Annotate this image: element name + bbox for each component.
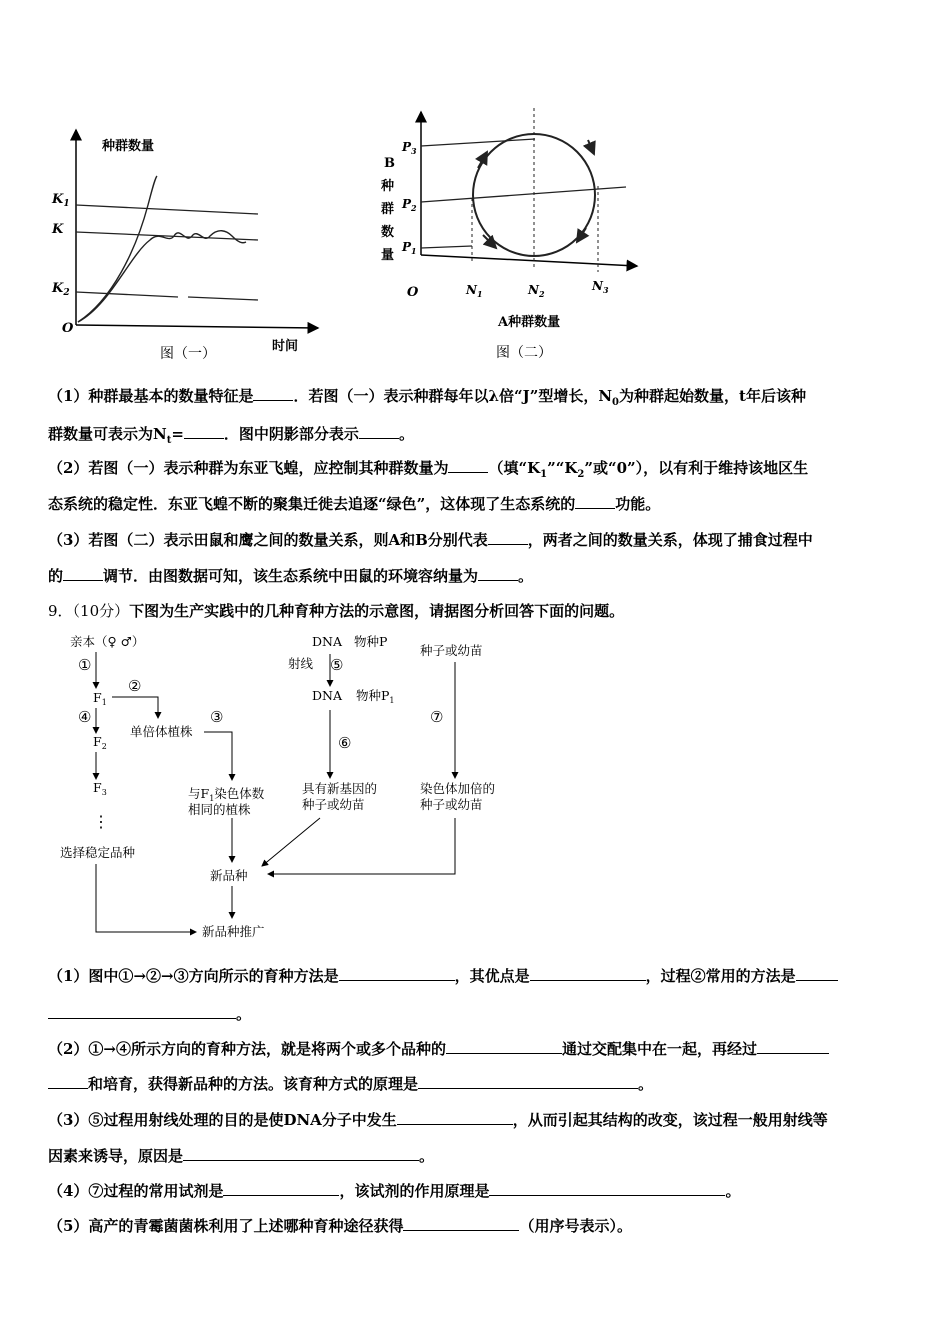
dna-2: DNA [312,688,342,703]
blank[interactable] [418,1074,638,1089]
blank[interactable] [63,566,103,581]
fig2-y-label-5: 量 [381,248,395,263]
fig1-j-curve [78,176,157,322]
fig2-n1-label: $N_1$ [466,283,483,299]
new-variety-label: 新品种 [210,868,248,883]
fig2-x-axis [421,255,637,266]
q8-part1-line2: 群数量可表示为$N_t=$ ．图中阴影部分表示 。 [48,425,414,446]
fig1-origin: O [62,321,74,336]
fig2-p2-label: $P_2$ [402,197,417,213]
fig2-arrow-bottom-left [483,235,496,248]
circled-3: ③ [210,708,224,726]
doubled-line1: 染色体加倍的 [420,781,496,796]
fig2-arrow-left [478,152,487,168]
dna-1: DNA [312,634,342,649]
blank[interactable] [488,530,528,545]
fig2-p3-line [421,139,535,146]
circled-1: ① [78,656,92,674]
q8-part1-line1: （1）种群最基本的数量特征是 ．若图（一）表示种群每年以λ倍“J”型增长，$N_0$为种群起始数量，t年后该种 [48,387,806,408]
fig1-x-axis [76,325,318,328]
fig1-s-curve [78,231,246,322]
circled-7: ⑦ [430,708,444,726]
haploid-label: 单倍体植株 [130,724,193,739]
blank[interactable] [489,1181,725,1196]
arrow-newgene-newvariety [262,818,320,866]
q9-part1-line2: 。 [48,1004,908,1024]
q9-part1-line1: （1）图中①→②→③方向所示的育种方法是 ，其优点是 ，过程②常用的方法是 [48,966,908,986]
promotion-label: 新品种推广 [202,924,265,939]
blank[interactable] [48,1004,236,1019]
fig2-n2-label: $N_2$ [528,283,545,299]
blank[interactable] [796,966,838,981]
blank[interactable] [530,966,646,981]
seed-label: 种子或幼苗 [420,643,483,658]
fig2-y-label-4: 数 [381,225,395,240]
q8-part2-line1: （2）若图（一）表示种群为东亚飞蝗，应控制其种群数量为 （填“$K_1”“K_2$”或“0”），以有利于维持该地区生 [48,459,809,480]
arrow-select-promotion [96,864,196,932]
same-chrom-line2: 相同的植株 [188,802,251,817]
q9-part3-line2: 因素来诱导，原因是 。 [48,1147,435,1165]
fig1-k-line [76,232,258,240]
f1-label: $F_1$ [93,690,107,707]
blank[interactable] [253,386,293,401]
blank[interactable] [339,966,455,981]
blank[interactable] [359,424,399,439]
fig2-p3-label: $P_3$ [402,140,417,156]
blank[interactable] [183,1146,419,1161]
circled-4: ④ [78,708,92,726]
species-p: 物种P [354,634,388,649]
q9-part5-line1: （5）高产的青霉菌菌株利用了上述哪种育种途径获得 （用序号表示）。 [48,1217,632,1235]
fig2-p1-label: $P_1$ [402,240,417,256]
blank[interactable] [575,494,615,509]
blank[interactable] [478,566,518,581]
q8-part2-line2: 态系统的稳定性．东亚飞蝗不断的聚集迁徙去追逐“绿色”，这体现了生态系统的 功能。 [48,495,661,513]
fig1-k1-label: $K_1$ [52,192,70,209]
fig1-y-label: 种群数量 [102,139,155,154]
new-gene-line2: 种子或幼苗 [302,797,365,812]
blank[interactable] [403,1216,519,1231]
circled-5: ⑤ [330,656,344,674]
species-p1: 物种$P_1$ [356,688,395,705]
q8-part3-line1: （3）若图（二）表示田鼠和鹰之间的数量关系，则A和B分别代表 ，两者之间的数量关系，体现了捕食过程中 [48,531,813,549]
arrow-doubled-newvariety [268,818,455,874]
q9-part2-line2: 和培育，获得新品种的方法。该育种方式的原理是 。 [48,1074,908,1094]
fig1-k1-line [76,205,258,214]
dots: ⋮ [93,812,109,831]
f2-label: $F_2$ [93,734,107,751]
q9-title: 9．（10分）下图为生产实践中的几种育种方法的示意图，请据图分析回答下面的问题。 [48,602,625,620]
arrow-haploid-samechrom [204,732,232,780]
fig1-k-label: K [52,222,64,237]
fig1-k2-line [76,292,178,297]
fig2-y-label-1: B [384,156,395,171]
q8-part3-line2: 的 调节．由图数据可知，该生态系统中田鼠的环境容纳量为 。 [48,567,534,585]
blank[interactable] [48,1074,88,1089]
circled-6: ⑥ [338,734,352,752]
fig2-caption: 图（二） [496,345,552,361]
blank[interactable] [448,458,488,473]
ray-label: 射线 [288,656,314,671]
fig1-k2-label: $K_2$ [52,281,70,298]
q9-part3-line1: （3）⑤过程用射线处理的目的是使DNA分子中发生 ，从而引起其结构的改变，该过程一般用射线等 [48,1111,828,1129]
blank[interactable] [757,1039,829,1054]
f3-label: $F_3$ [93,780,107,797]
arrow-f1-haploid [112,697,158,718]
fig2-origin: O [407,285,419,300]
fig2-x-label: A种群数量 [498,315,561,330]
fig1-caption: 图（一） [160,346,216,362]
fig2-arrow-bottom-right [577,228,586,242]
blank[interactable] [446,1039,562,1054]
fig2-y-label-3: 群 [381,202,395,217]
circled-2: ② [128,677,142,695]
new-gene-line1: 具有新基因的 [302,781,378,796]
fig1-k2-line-seg [188,297,258,300]
doubled-line2: 种子或幼苗 [420,797,483,812]
select-stable-label: 选择稳定品种 [60,845,136,860]
blank[interactable] [397,1110,513,1125]
fig2-n3-label: $N_3$ [592,279,609,295]
same-chrom-line1: 与$F_1$染色体数 [188,786,265,803]
blank[interactable] [223,1181,339,1196]
fig2-cycle [473,134,595,256]
fig2-p1-line [421,246,472,248]
fig2-y-label-2: 种 [381,179,395,194]
fig2-p2-line [421,187,626,202]
parent-label: 亲本（♀ ♂） [70,634,145,649]
q9-part4-line1: （4）⑦过程的常用试剂是 ，该试剂的作用原理是 。 [48,1182,741,1200]
q9-part2-line1: （2）①→④所示方向的育种方法，就是将两个或多个品种的 通过交配集中在一起，再经过 [48,1039,908,1059]
fig2-arrow-right [588,140,594,154]
blank[interactable] [184,424,224,439]
fig1-x-label: 时间 [272,339,299,354]
